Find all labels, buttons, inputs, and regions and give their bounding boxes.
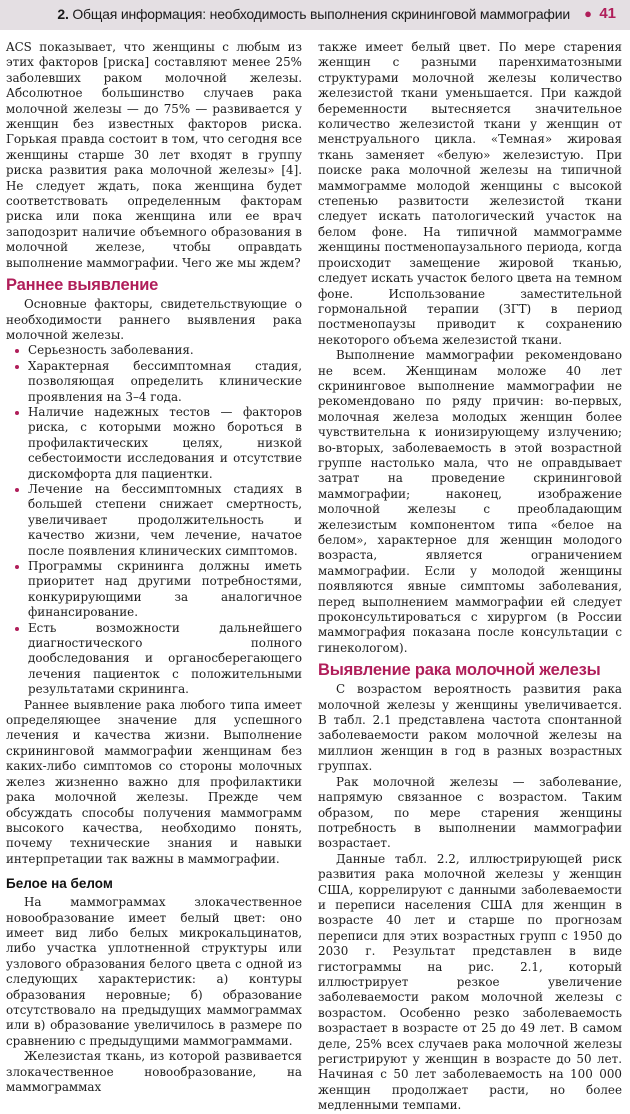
running-header <box>0 0 630 30</box>
early-detection-paragraph: Раннее выявление рака любого типа имеет определяющее значение для успешного лечения и качества жизни. Выполнение скрининговой маммографии женщинам без каких-либо симптомов со стороны молочных желез жизненно важно для профилактики рака молочной железы. Прежде чем обсуждать способы получения маммограмм высокого качества, необходимо понять, почему технические знания и навыки интерпретации так важны в маммографии. <box>6 697 302 866</box>
chapter-number: 2. <box>57 6 69 22</box>
white-on-white-paragraph-2: Железистая ткань, из которой развивается злокачественное новообразование, на маммограммах <box>6 1049 302 1094</box>
screening-recommendation-paragraph: Выполнение маммографии рекомендовано не всем. Женщинам моложе 40 лет скрининговое выполнение маммографии не рекомендовано по ряду причин: во-первых, молочная железа молодых женщин более чувствительна к ионизирующему излучению; во-вторых, заболеваемость в этой возрастной группе настолько мала, что не оправдывает затрат на проведение скрининговой маммографии; наконец, изображение молочной железы с преобладающим железистым компонентом типа «белое на белом», характерное для женщин молодого возраста, является ограничением маммографии. Если у молодой женщины появляются явные симптомы заболевания, перед выполнением маммографии ей следует проконсультироваться с хирургом (в России маммография показана после консультации с гинекологом). <box>318 348 622 655</box>
bullet-icon <box>15 565 19 569</box>
age-disease-paragraph: Рак молочной железы — заболевание, напрямую связанное с возрастом. Таким образом, по мере старения женщины потребность в выполнении маммографии возрастает. <box>318 774 622 851</box>
list-item-text: Есть возможности дальнейшего диагностического полного дообследования и органосберегающего лечения пациенток с положительными результатами скрининга. <box>28 620 302 697</box>
white-on-white-paragraph-1: На маммограммах злокачественное новообразование имеет белый цвет: оно имеет вид либо белых микрокальцинатов, либо участка уплотненной структуры или узлового образования белого цвета с одной из следующих характеристик: а) контуры образования неровные; б) образование отсутствовало на предыдущих маммограммах или в) образование увеличилось в размере по сравнению с предыдущими маммограммами. <box>6 895 302 1048</box>
list-item-text: Программы скрининга должны иметь приоритет над другими потребностями, конкурирующими за аналогичное финансирование. <box>28 559 302 620</box>
right-column <box>318 40 622 1114</box>
factors-list <box>6 343 302 697</box>
page-number: 41 <box>599 5 616 22</box>
list-item <box>6 621 302 698</box>
list-item-text: Серьезность заболевания. <box>28 343 194 358</box>
header-separator-dot: ● <box>584 6 592 21</box>
list-item-text: Наличие надежных тестов — факторов риска, с которыми можно бороться в профилактических целях, низкой себестоимости исследования и отсутствие дискомфорта для пациентки. <box>28 404 302 481</box>
list-item-text: Характерная бессимптомная стадия, позволяющая определить клинические проявления на 3–4 года. <box>28 358 302 404</box>
intro-paragraph: ACS показывает, что женщины с любым из этих факторов [риска] составляют менее 25% заболевших раком молочной железы. Абсолютное большинство случаев рака молочной железы — до 75% — развивается у женщин без известных факторов риска. Горькая правда состоит в том, что сегодня все женщины старше 30 лет входят в группу риска развития рака молочной железы» [4]. Не следует ждать, пока женщина будет соответствовать определенным факторам риска или пока женщина или ее врач заподозрит наличие объемного образования в молочной железе, чтобы оправдать выполнение маммографии. Чего же мы ждем? <box>6 40 302 270</box>
list-item <box>6 482 302 559</box>
header-title <box>57 6 570 22</box>
list-item <box>6 359 302 405</box>
section-heading-early-detection: Раннее выявление <box>6 276 159 295</box>
bullet-icon <box>15 411 19 415</box>
subsection-heading-white-on-white: Белое на белом <box>6 876 113 892</box>
continued-paragraph: также имеет белый цвет. По мере старения женщин с разными паренхиматозными структурами молочной железы количество железистой ткани уменьшается. При каждой беременности вытесняется значительное количество железистой ткани у женщин от менструального цикла. «Темная» жировая ткань заменяет «белую» железистую. При поиске рака молочной железы на типичной маммограмме молодой женщины с высокой степенью развитости железистой ткани следует искать патологический участок на белом фоне. На типичной маммограмме женщины постменопаузального периода, когда происходит замещение жировой тканью, следует искать участок белого цвета на темном фоне. Использование заместительной гормональной терапии (ЗГТ) в период постменопаузы приводит к сохранению некоторого объема железистой ткани. <box>318 40 622 347</box>
list-item <box>6 559 302 621</box>
list-item <box>6 343 302 358</box>
section-intro: Основные факторы, свидетельствующие о необходимости раннего выявления рака молочной железы. <box>6 297 302 342</box>
bullet-icon <box>15 349 19 353</box>
chapter-title: Общая информация: необходимость выполнения скрининговой маммографии <box>72 6 570 22</box>
bullet-icon <box>15 365 19 369</box>
statistics-paragraph: Данные табл. 2.2, иллюстрирующей риск развития рака молочной железы у женщин США, коррелируют с данными заболеваемости и переписи населения США для женщин в возрасте 40 лет и старше по прогнозам переписи для этих возрастных групп с 1950 до 2030 г. Результат представлен в виде гистограммы на рис. 2.1, который иллюстрирует резкое увеличение заболеваемости раком молочной железы с возрастом. Особенно резко заболеваемость возрастает в возрасте от 25 до 49 лет. В самом деле, 25% всех случаев рака молочной железы регистрируют у женщин в возрасте до 50 лет. Начиная с 50 лет заболеваемость на 100 000 женщин продолжает расти, но более медленными темпами. <box>318 851 622 1113</box>
age-risk-paragraph: С возрастом вероятность развития рака молочной железы у женщины увеличивается. В табл. 2.1 представлена частота спонтанной заболеваемости раком молочной железы на миллион женщин в год в разных возрастных группах. <box>318 682 622 774</box>
bullet-icon <box>15 488 19 492</box>
bullet-icon <box>15 627 19 631</box>
left-column <box>6 40 302 1095</box>
list-item-text: Лечение на бессимптомных стадиях в большей степени снижает смертность, увеличивает продолжительность и качество жизни, чем лечение, начатое после появления клинических симптомов. <box>28 481 302 558</box>
section-heading-cancer-detection: Выявление рака молочной железы <box>318 661 601 680</box>
list-item <box>6 405 302 482</box>
